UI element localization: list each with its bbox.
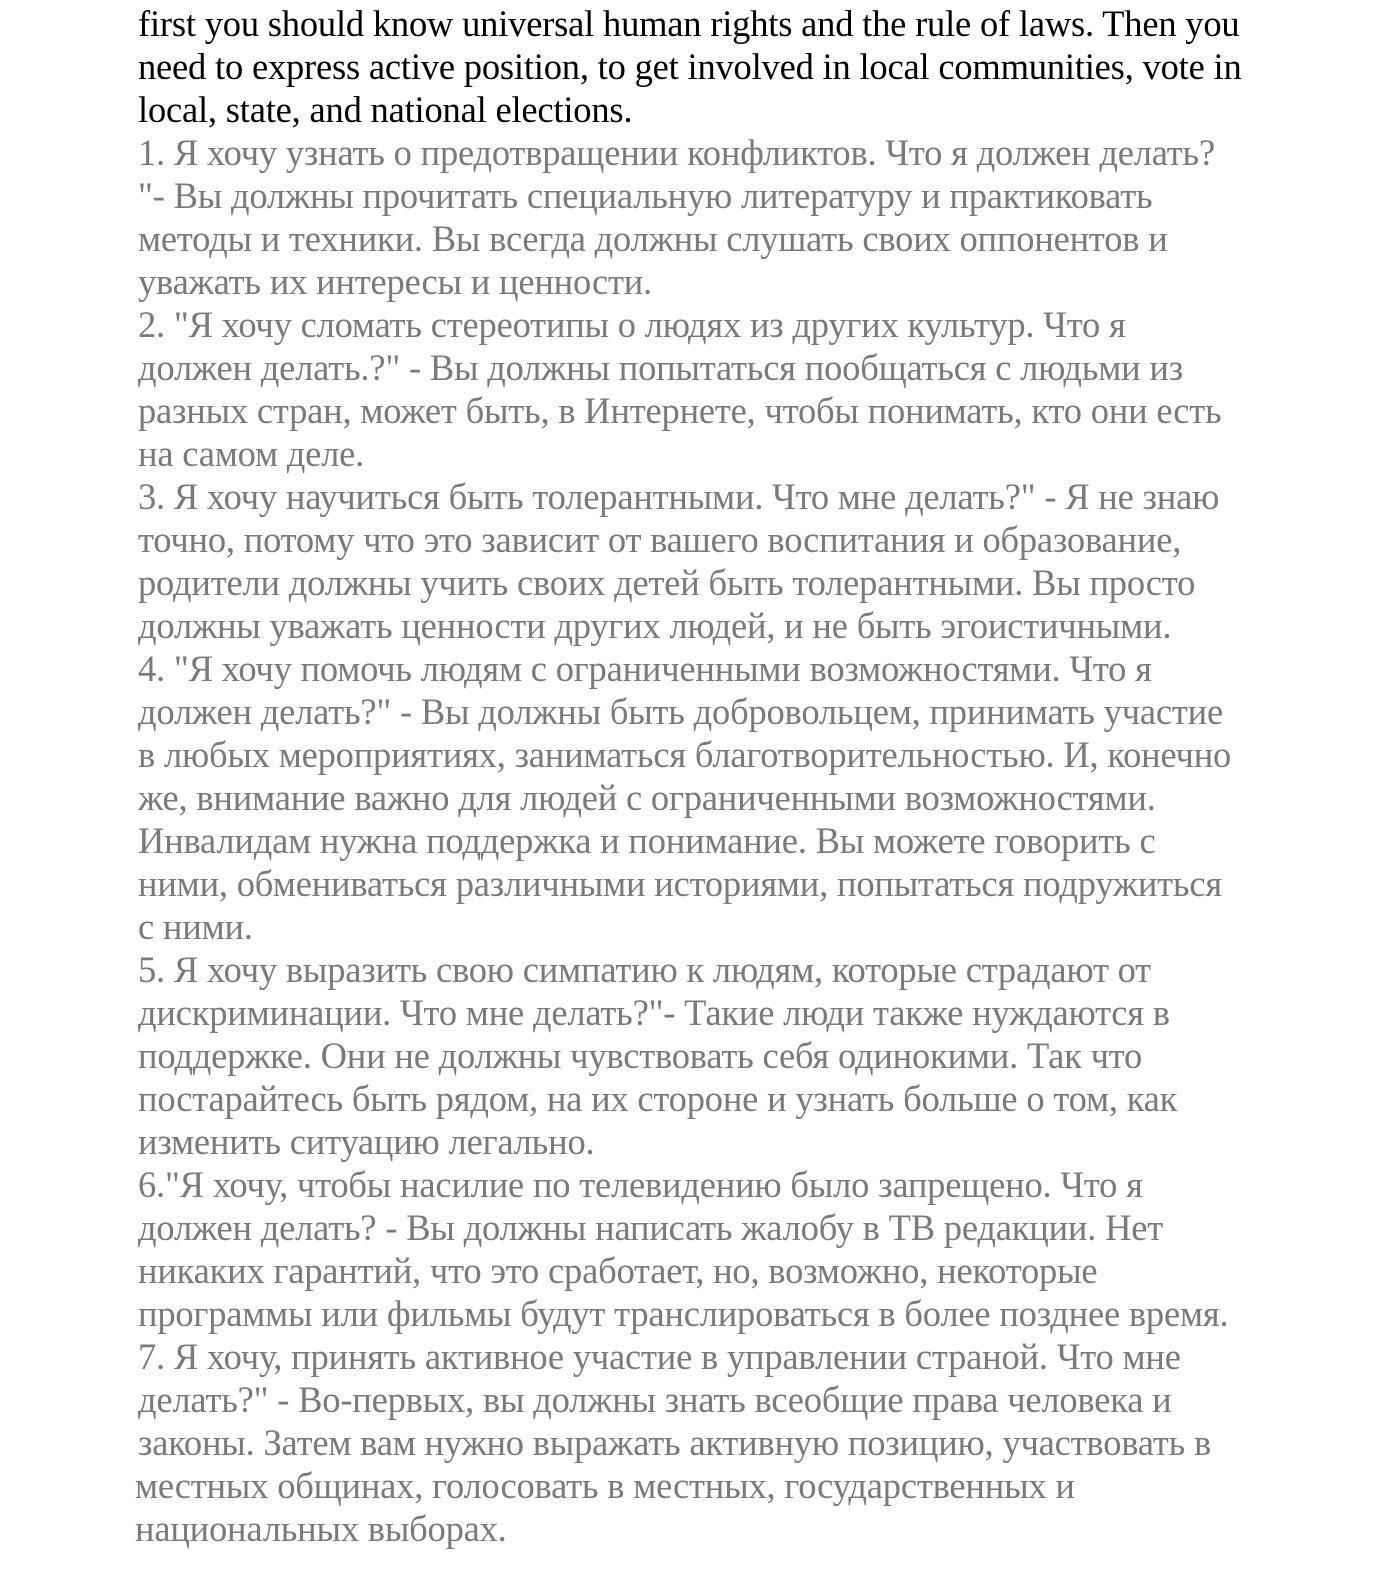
english-line: first you should know universal human rights and the rule of laws. Then you [138,3,1240,44]
answer-5-line: изменить ситуацию легально. [138,1121,595,1162]
answer-1-line: уважать их интересы и ценности. [138,261,652,302]
answer-4-line: же, внимание важно для людей с ограниченными возможностями. [138,777,1156,818]
answer-4-line: ними, обмениваться различными историями, попытаться подружиться [138,863,1222,904]
answer-7-line: местных общинах, голосовать в местных, государственных и [135,1465,1075,1506]
english-line: need to express active position, to get involved in local communities, vote in [138,46,1242,87]
answer-6-line: 6."Я хочу, чтобы насилие по телевидению было запрещено. Что я [138,1164,1143,1205]
answer-4-line: 4. "Я хочу помочь людям с ограниченными возможностями. Что я [138,648,1152,689]
answer-1-line: "- Вы должны прочитать специальную литературу и практиковать [138,175,1153,216]
answer-3-line: родители должны учить своих детей быть толерантными. Вы просто [138,562,1196,603]
answer-2-line: должен делать.?" - Вы должны попытаться пообщаться с людьми из [138,347,1183,388]
answer-5-line: постарайтесь быть рядом, на их стороне и узнать больше о том, как [138,1078,1178,1119]
english-paragraph [138,2,1338,131]
answer-5-line: дискриминации. Что мне делать?"- Такие люди также нуждаются в [138,992,1170,1033]
answer-3-line: точно, потому что это зависит от вашего воспитания и образование, [138,519,1182,560]
answer-7-line: 7. Я хочу, принять активное участие в управлении страной. Что мне [138,1336,1181,1377]
answer-2-line: разных стран, может быть, в Интернете, чтобы понимать, кто они есть [138,390,1222,431]
answer-5-line: 5. Я хочу выразить свою симпатию к людям, которые страдают от [138,949,1151,990]
answer-7-line: законы. Затем вам нужно выражать активную позицию, участвовать в [138,1422,1212,1463]
english-line: local, state, and national elections. [138,89,633,130]
answer-1-line: методы и техники. Вы всегда должны слушать своих оппонентов и [138,218,1168,259]
answer-3-line: 3. Я хочу научиться быть толерантными. Что мне делать?" - Я не знаю [138,476,1220,517]
answer-4-line: с ними. [138,906,253,947]
answer-2-line: на самом деле. [138,433,365,474]
answer-4-line: должен делать?" - Вы должны быть добровольцем, принимать участие [138,691,1223,732]
answer-7-line: национальных выборах. [135,1508,507,1549]
answer-2-line: 2. "Я хочу сломать стереотипы о людях из других культур. Что я [138,304,1126,345]
answer-7-line: делать?" - Во-первых, вы должны знать всеобщие права человека и [138,1379,1172,1420]
answer-3-line: должны уважать ценности других людей, и не быть эгоистичными. [138,605,1172,646]
answer-6-line: должен делать? - Вы должны написать жалобу в ТВ редакции. Нет [138,1207,1164,1248]
document-page [135,0,1338,1550]
answer-1-line: 1. Я хочу узнать о предотвращении конфликтов. Что я должен делать? [138,132,1216,173]
answer-5-line: поддержке. Они не должны чувствовать себя одинокими. Так что [138,1035,1143,1076]
answer-6-line: программы или фильмы будут транслироваться в более позднее время. [138,1293,1229,1334]
answer-4-line: Инвалидам нужна поддержка и понимание. Вы можете говорить с [138,820,1156,861]
answer-6-line: никаких гарантий, что это сработает, но, возможно, некоторые [138,1250,1098,1291]
answer-4-line: в любых мероприятиях, заниматься благотворительностью. И, конечно [138,734,1232,775]
russian-answers [135,131,1338,1550]
